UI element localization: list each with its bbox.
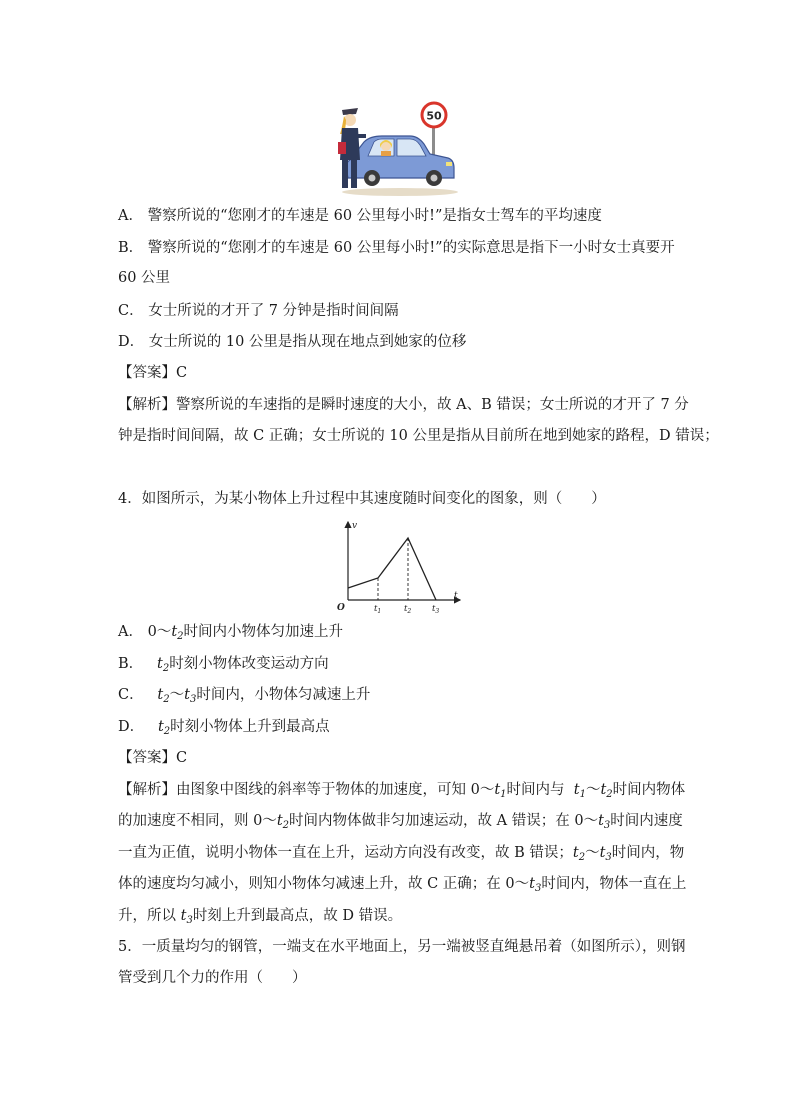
q4-option-c: C． $t_2\sim t_3$时间内，小物体匀减速上升 xyxy=(118,687,371,705)
q4-analysis-line-2: 的加速度不相同，则 $0\sim t_2$时间内物体做非匀加速运动，故 A 错误；在 $0\sim t_3$时间内速度 xyxy=(118,813,683,831)
q3-answer: 【答案】C xyxy=(118,365,188,381)
tick-label-t2: $t_2$ xyxy=(404,604,412,613)
tick-label-t3: $t_3$ xyxy=(432,604,440,613)
tick-label-t1: $t_1$ xyxy=(374,604,382,613)
t-axis-label: t xyxy=(454,591,458,601)
police-car-illustration xyxy=(330,98,460,198)
q4-analysis-line-1: 【解析】由图象中图线的斜率等于物体的加速度，可知 $0\sim t_1$时间内与 $t_1\sim t_2$时间内物体 xyxy=(118,782,686,800)
q4-option-a: A． $0\sim t_2$时间内小物体匀加速上升 xyxy=(118,624,344,642)
q3-option-c: C． 女士所说的才开了 7 分钟是指时间间隔 xyxy=(118,303,399,319)
q4-answer: 【答案】C xyxy=(118,750,188,766)
speed-sign-text: 50 xyxy=(426,109,442,123)
q4-option-b: B． $t_2$时刻小物体改变运动方向 xyxy=(118,656,329,674)
q4-analysis-line-3: 一直为正值，说明小物体一直在上升，运动方向没有改变，故 B 错误；$t_2\sim t_3$时间内，物 xyxy=(118,845,685,863)
v-axis-label: v xyxy=(352,521,358,531)
q5-stem-continued: 管受到几个力的作用（ ） xyxy=(118,970,307,986)
q3-analysis-line-1: 【解析】警察所说的车速指的是瞬时速度的大小，故 A、B 错误；女士所说的才开了 7 分 xyxy=(118,397,689,413)
q4-analysis-line-5: 升，所以 $t_3$时刻上升到最高点，故 D 错误。 xyxy=(118,908,403,926)
q4-option-d: D． $t_2$时刻小物体上升到最高点 xyxy=(118,719,330,737)
q4-stem: 4．如图所示，为某小物体上升过程中其速度随时间变化的图象，则（ ） xyxy=(118,491,606,507)
graph-line xyxy=(348,538,436,600)
origin-label: O xyxy=(337,603,345,613)
q3-option-d: D． 女士所说的 10 公里是指从现在地点到她家的位移 xyxy=(118,334,467,350)
velocity-time-graph xyxy=(330,518,465,613)
q4-analysis-line-4: 体的速度均匀减小，则知小物体匀减速上升，故 C 正确；在 $0\sim t_3$时间内，物体一直在上 xyxy=(118,876,687,894)
q3-analysis-line-2: 钟是指时间间隔，故 C 正确；女士所说的 10 公里是指从目前所在地到她家的路程，D 错误； xyxy=(118,428,719,444)
q5-stem: 5．一质量均匀的钢管，一端支在水平地面上，另一端被竖直绳悬吊着（如图所示），则钢 xyxy=(118,939,686,955)
q3-option-a: A． 警察所说的“您刚才的车速是 60 公里每小时!”是指女士驾车的平均速度 xyxy=(118,208,602,224)
q3-option-b: B． 警察所说的“您刚才的车速是 60 公里每小时!”的实际意思是指下一小时女士真要开 xyxy=(118,240,675,256)
q3-option-b-continued: 60 公里 xyxy=(118,270,171,286)
